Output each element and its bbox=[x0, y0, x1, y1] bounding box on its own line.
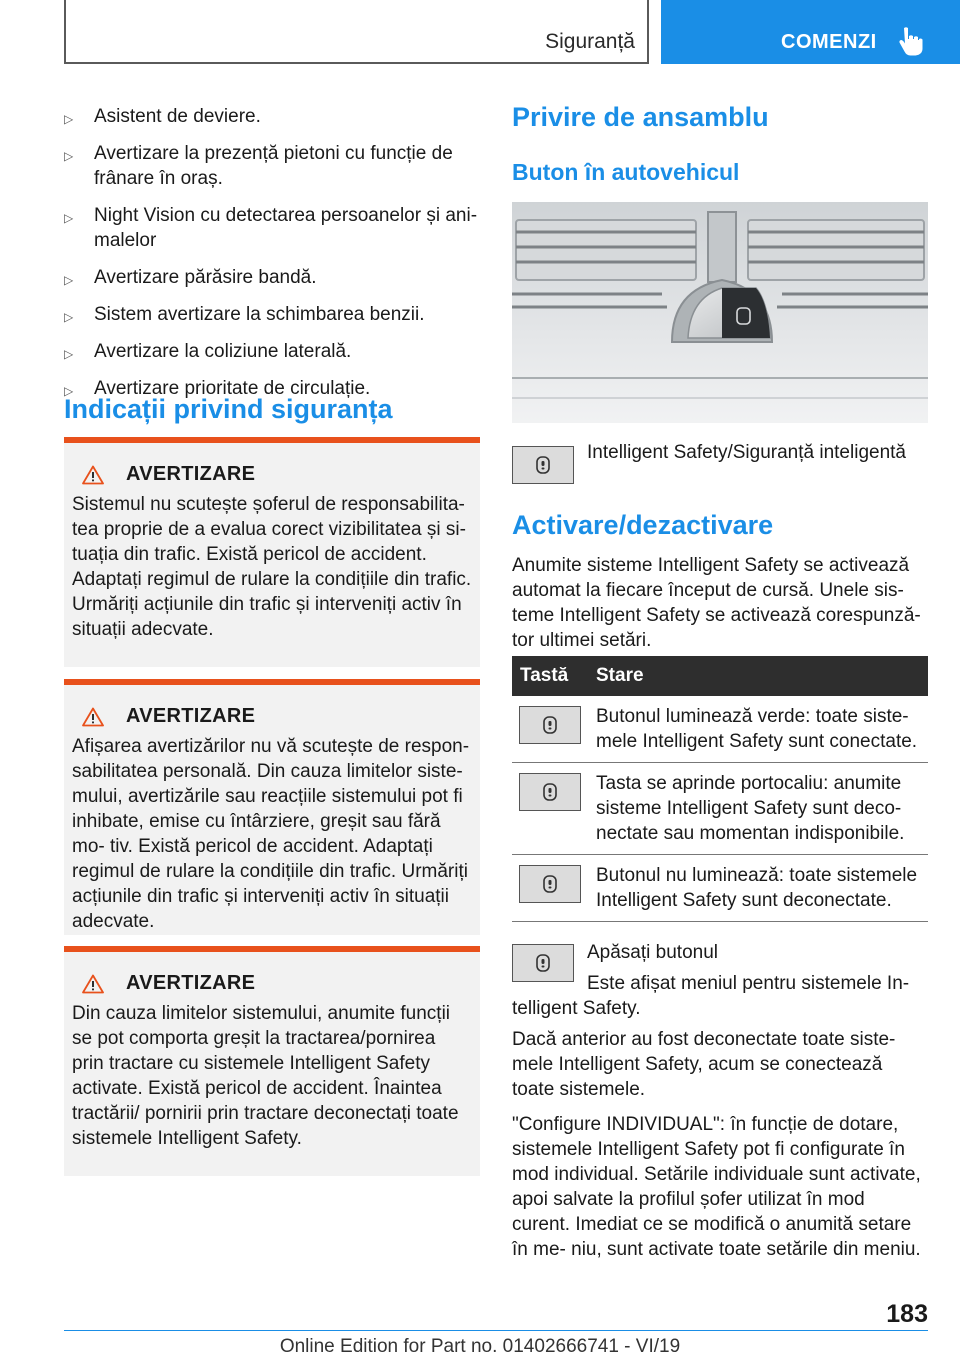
warning-triangle-icon bbox=[82, 707, 104, 727]
warning-text: Afișarea avertizărilor nu vă scutește de respon- sabilitatea personală. Din cauza limitelor siste- mului, avertizările sau reacțiile sistemului pot fi inhibate, emise cu întârziere, greșit sau fără mo- tiv. Există pericol de accident. Adaptați regimul de rulare la condițiile din trafic. Urmăriți acțiunile din trafic și interveniți activ în situații adecvate. bbox=[72, 736, 470, 932]
header-section-title: Siguranță bbox=[545, 30, 635, 53]
page-number: 183 bbox=[886, 1300, 928, 1328]
warning-text: Din cauza limitelor sistemului, anumite funcții se pot comporta greșit la tractarea/pornirea prin tractare cu sistemele Intelligent Safety activate. Există pericol de accident. Înaintea tractării/ pornirii prin tractare deconectați toate sistemele Intelligent Safety. bbox=[72, 1003, 459, 1149]
warning-label: AVERTIZARE bbox=[126, 705, 256, 727]
status-table bbox=[512, 656, 928, 922]
header-category-tab[interactable] bbox=[661, 0, 960, 64]
system-list bbox=[64, 104, 480, 413]
column-header-key: Tastă bbox=[512, 656, 588, 696]
intelligent-safety-icon bbox=[540, 715, 560, 735]
intelligent-safety-button-off bbox=[519, 865, 581, 903]
list-item: ▷ Avertizare părăsire bandă. bbox=[64, 265, 480, 290]
list-item: ▷ Avertizare prioritate de circulație. bbox=[64, 376, 480, 401]
footer-divider bbox=[64, 1330, 928, 1331]
header-section-box bbox=[64, 0, 649, 64]
button-caption: Intelligent Safety/Siguranță inteligentă bbox=[587, 442, 906, 463]
column-header-status: Stare bbox=[588, 656, 928, 696]
warning-box bbox=[64, 437, 480, 667]
activation-text: Anumite sisteme Intelligent Safety se activează automat la fiecare început de cursă. Unele sis- teme Intelligent Safety se activează corespunză- tor ultimei setări. bbox=[512, 555, 921, 651]
triangle-bullet-icon: ▷ bbox=[64, 112, 74, 126]
status-description: Tasta se aprinde portocaliu: anumite sisteme Intelligent Safety sunt deco- nectate sau momentan indisponibile. bbox=[588, 763, 928, 855]
warning-box bbox=[64, 679, 480, 935]
triangle-bullet-icon: ▷ bbox=[64, 310, 74, 324]
table-row bbox=[512, 696, 928, 763]
warning-text: Sistemul nu scutește șoferul de responsabilita- tea proprie de a evalua corect vizibilitatea și si- tuația din trafic. Există pericol de accident. Adaptați regimul de rulare la condițiile din trafic. Urmăriți acțiunile din trafic și interveniți activ în situații adecvate. bbox=[72, 494, 472, 640]
table-row bbox=[512, 855, 928, 922]
intelligent-safety-icon bbox=[533, 455, 553, 475]
triangle-bullet-icon: ▷ bbox=[64, 273, 74, 287]
dashboard-button-photo bbox=[512, 202, 928, 423]
intelligent-safety-icon bbox=[533, 953, 553, 973]
warning-triangle-icon bbox=[82, 974, 104, 994]
list-item: ▷ Night Vision cu detectarea persoanelor și ani- malelor bbox=[64, 205, 478, 251]
table-header-row bbox=[512, 656, 928, 696]
warning-label: AVERTIZARE bbox=[126, 463, 256, 485]
pointing-hand-icon bbox=[897, 26, 923, 56]
table-row bbox=[512, 763, 928, 855]
intelligent-safety-button-green bbox=[519, 706, 581, 744]
warning-label: AVERTIZARE bbox=[126, 972, 256, 994]
list-item: ▷ Avertizare la coliziune laterală. bbox=[64, 339, 480, 364]
press-button-label: Apăsați butonul bbox=[587, 942, 718, 963]
list-item: ▷ Sistem avertizare la schimbarea benzii. bbox=[64, 302, 480, 327]
warning-triangle-icon bbox=[82, 465, 104, 485]
triangle-bullet-icon: ▷ bbox=[64, 211, 74, 225]
intelligent-safety-button-orange bbox=[519, 773, 581, 811]
header-category-label: COMENZI bbox=[781, 31, 877, 53]
configure-individual-text: "Configure INDIVIDUAL": în funcție de dotare, sistemele Intelligent Safety pot fi configurate în mod individual. Setările individuale sunt activate, apoi salvate la profilul șofer utilizat în mod curent. Imediat ce se modifică o anumită setare în me- niu, sunt activate toate setările din meniu. bbox=[512, 1114, 921, 1260]
intelligent-safety-icon bbox=[540, 874, 560, 894]
reconnect-text: Dacă anterior au fost deconectate toate siste- mele Intelligent Safety, acum se conectează toate sistemele. bbox=[512, 1029, 896, 1100]
list-item: ▷ Asistent de deviere. bbox=[64, 104, 480, 129]
status-description: Butonul nu luminează: toate sistemele Intelligent Safety sunt deconectate. bbox=[588, 855, 928, 922]
warning-box bbox=[64, 946, 480, 1176]
intelligent-safety-icon bbox=[540, 782, 560, 802]
press-result-text: Este afișat meniul pentru sistemele In- telligent Safety. bbox=[512, 973, 910, 1019]
triangle-bullet-icon: ▷ bbox=[64, 347, 74, 361]
footer-edition: Online Edition for Part no. 01402666741 - VI/19 bbox=[279, 1336, 681, 1357]
intelligent-safety-button[interactable] bbox=[512, 446, 574, 484]
safety-section-title: Indicații privind siguranța bbox=[64, 394, 393, 424]
triangle-bullet-icon: ▷ bbox=[64, 149, 74, 163]
vehicle-button-subtitle: Buton în autovehicul bbox=[512, 159, 740, 185]
activation-title: Activare/dezactivare bbox=[512, 510, 774, 540]
status-description: Butonul luminează verde: toate siste- mele Intelligent Safety sunt conectate. bbox=[588, 696, 928, 763]
list-item: ▷ Avertizare la prezență pietoni cu funcție de frânare în oraș. bbox=[64, 143, 453, 189]
overview-title: Privire de ansamblu bbox=[512, 102, 769, 132]
triangle-bullet-icon: ▷ bbox=[64, 384, 74, 398]
